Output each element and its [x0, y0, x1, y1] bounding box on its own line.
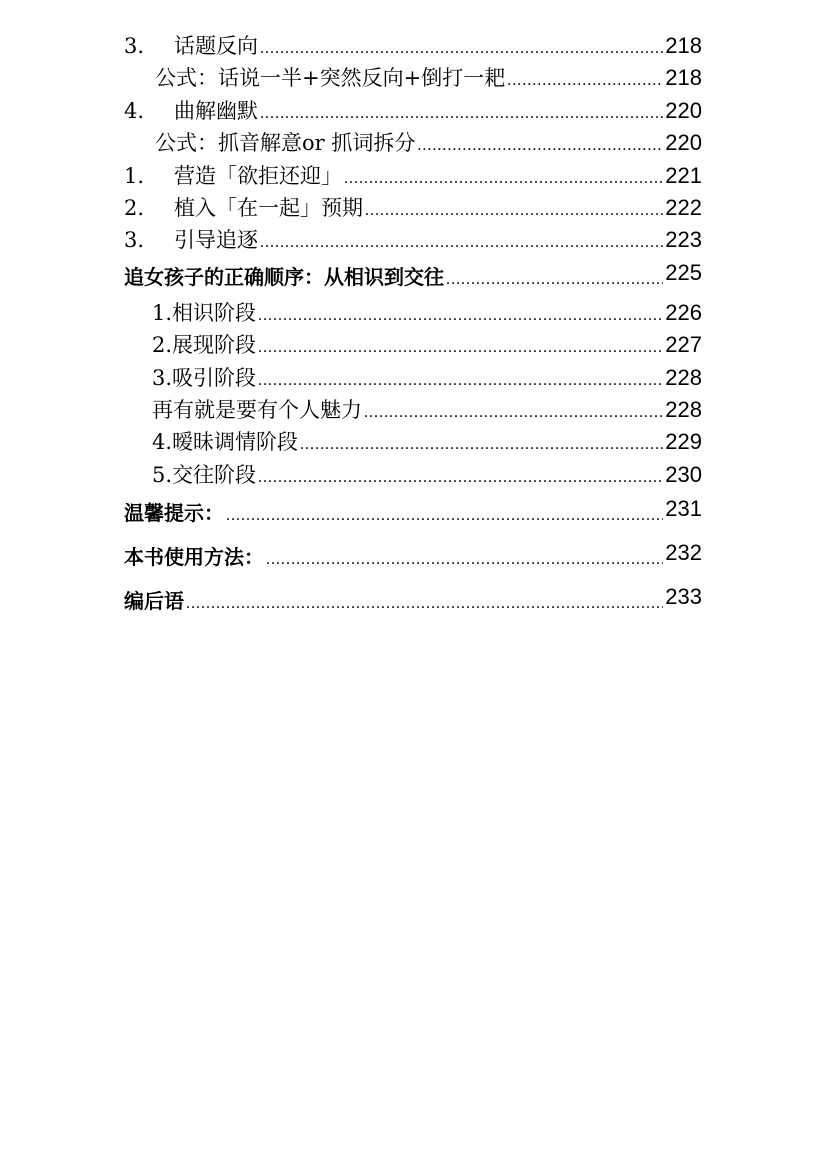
toc-entry-text: 营造「欲拒还迎」	[174, 163, 342, 188]
toc-entry-text: 再有就是要有个人魅力	[152, 397, 362, 422]
toc-page-number: 225	[665, 259, 702, 285]
toc-entry[interactable]	[124, 329, 702, 361]
toc-entry-text: 公式：话说一半+突然反向+倒打一耙	[155, 66, 506, 91]
toc-page-number: 227	[665, 332, 702, 358]
toc-entry-title	[124, 329, 256, 361]
toc-page-number: 220	[665, 130, 702, 156]
toc-entry-title	[124, 297, 256, 329]
toc-entry-text: 话题反向	[174, 34, 258, 58]
dot-leader	[507, 65, 663, 97]
dot-leader	[364, 397, 663, 429]
toc-entry-text: 公式：抓音解意or 抓词拆分	[155, 131, 416, 156]
toc-entry-text: 1.相识阶段	[152, 300, 257, 325]
toc-entry[interactable]	[124, 62, 702, 94]
toc-entry-number: 3.	[124, 228, 145, 253]
toc-chapter-entry[interactable]	[124, 535, 702, 579]
toc-page-number: 228	[665, 396, 702, 422]
toc-page-number: 228	[665, 364, 702, 390]
toc-entry-text: 2.展现阶段	[152, 333, 257, 358]
toc-page-number: 220	[665, 97, 702, 123]
dot-leader	[258, 300, 663, 332]
toc-chapter-title: 追女孩子的正确顺序：从相识到交往	[124, 264, 444, 289]
toc-page-number: 218	[665, 65, 702, 91]
toc-entry[interactable]	[124, 127, 702, 159]
toc-entry-title	[124, 394, 362, 426]
toc-entry-text: 引导追逐	[174, 228, 258, 253]
toc-entry-text: 5.交往阶段	[152, 462, 257, 487]
toc-chapter-entry[interactable]	[124, 579, 702, 623]
dot-leader	[300, 429, 663, 461]
toc-entry-title	[124, 62, 505, 94]
toc-entry[interactable]	[124, 95, 702, 127]
toc-page-number: 229	[665, 429, 702, 455]
toc-page-number: 231	[665, 496, 702, 522]
toc-page-number: 218	[665, 33, 702, 58]
toc-chapter-title: 温馨提示：	[124, 501, 224, 526]
toc-entry-text: 3.吸引阶段	[152, 365, 257, 390]
dot-leader	[260, 227, 663, 259]
dot-leader	[260, 98, 663, 130]
toc-entry-number: 1.	[124, 163, 145, 188]
dot-leader	[266, 538, 663, 582]
toc-page-number: 233	[665, 584, 702, 610]
dot-leader	[446, 260, 663, 300]
toc-entry-text: 4.暧昧调情阶段	[152, 430, 299, 455]
toc-entry-title	[124, 127, 415, 159]
toc-entry-title	[124, 192, 363, 224]
toc-entry-title	[124, 95, 258, 127]
toc-entry[interactable]	[124, 224, 702, 256]
toc-entry[interactable]	[124, 362, 702, 394]
dot-leader	[260, 33, 663, 65]
toc-chapter-title: 本书使用方法：	[124, 545, 264, 570]
dot-leader	[365, 195, 663, 227]
table-of-contents	[124, 30, 702, 623]
toc-page-number: 226	[665, 299, 702, 325]
toc-entry[interactable]	[124, 192, 702, 224]
toc-page-number: 222	[665, 194, 702, 220]
toc-entry-number: 3.	[124, 34, 145, 58]
toc-entry-title	[124, 459, 256, 491]
toc-page-number: 230	[665, 461, 702, 487]
toc-entry-title	[124, 362, 256, 394]
dot-leader	[258, 365, 663, 397]
toc-entry-title	[124, 224, 258, 256]
toc-entry[interactable]	[124, 30, 702, 62]
toc-entry-title	[124, 160, 342, 192]
toc-entry-number: 4.	[124, 98, 145, 123]
toc-entry-text: 植入「在一起」预期	[174, 195, 363, 220]
toc-chapter-entry[interactable]	[124, 491, 702, 535]
dot-leader	[258, 332, 663, 364]
toc-entry[interactable]	[124, 160, 702, 192]
toc-entry-title	[124, 30, 258, 62]
dot-leader	[226, 494, 663, 538]
dot-leader	[417, 130, 663, 162]
dot-leader	[344, 163, 663, 195]
toc-chapter-entry[interactable]	[124, 257, 702, 297]
toc-chapter-title: 编后语	[124, 589, 184, 614]
dot-leader	[258, 462, 663, 494]
toc-entry[interactable]	[124, 459, 702, 491]
toc-page-number: 221	[665, 162, 702, 188]
toc-page-number: 232	[665, 540, 702, 566]
toc-entry-number: 2.	[124, 195, 145, 220]
toc-entry[interactable]	[124, 426, 702, 458]
toc-entry[interactable]	[124, 297, 702, 329]
toc-page-number: 223	[665, 227, 702, 253]
toc-entry-title	[124, 426, 298, 458]
toc-entry[interactable]	[124, 394, 702, 426]
dot-leader	[186, 582, 663, 626]
toc-entry-text: 曲解幽默	[174, 98, 258, 123]
